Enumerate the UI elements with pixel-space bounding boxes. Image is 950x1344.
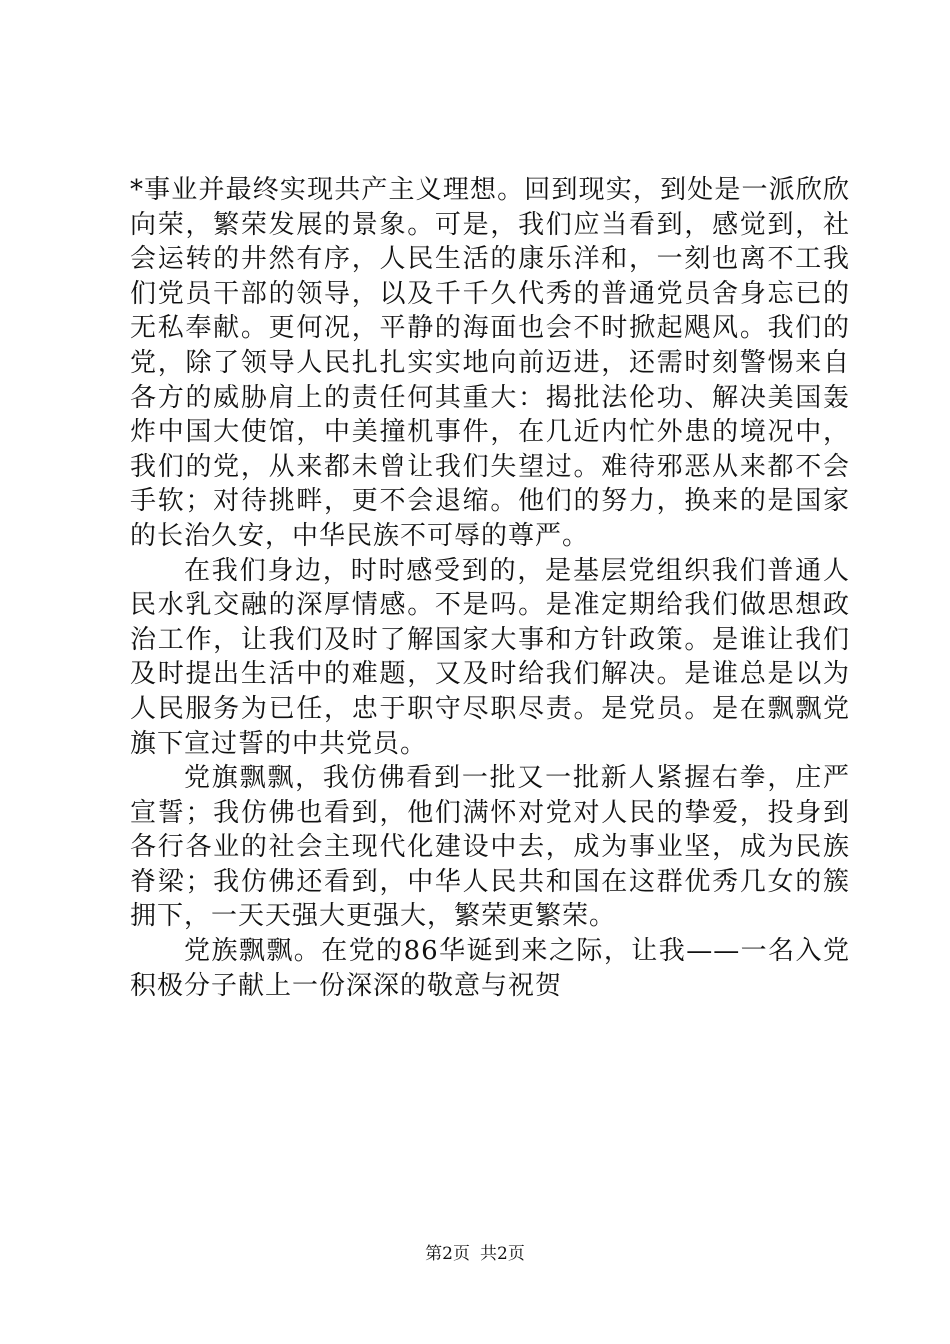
paragraph-3: 党旗飘飘，我仿佛看到一批又一批新人紧握右拳，庄严宣誓；我仿佛也看到，他们满怀对党对人民的挚爱，投身到各行各业的社会主现代化建设中去，成为事业坚，成为民族脊梁；我仿佛还看到，中华人民共和国在这群优秀几女的簇拥下，一天天强大更强大，繁荣更繁荣。	[130, 763, 850, 932]
page-number: 第2页	[425, 1244, 470, 1264]
paragraph-1: *事业并最终实现共产主义理想。回到现实，到处是一派欣欣向荣，繁荣发展的景象。可是，我们应当看到，感觉到，社会运转的井然有序，人民生活的康乐洋和，一刻也离不工我们党员干部的领导，以及千千久代秀的普通党员舍身忘已的无私奉献。更何况，平静的海面也会不时掀起飓风。我们的党，除了领导人民扎扎实实地向前迈进，还需时刻警惕来自各方的威胁肩上的责任何其重大：揭批法伦功、解决美国轰炸中国大使馆，中美撞机事件，在几近内忙外患的境况中，我们的党，从来都未曾让我们失望过。难待邪恶从来都不会手软；对待挑畔，更不会退缩。他们的努力，换来的是国家的长治久安，中华民族不可辱的尊严。	[130, 175, 850, 551]
page-total: 共2页	[480, 1244, 525, 1264]
paragraph-4: 党族飘飘。在党的86华诞到来之际，让我——一名入党积极分子献上一份深深的敬意与祝贺	[130, 936, 850, 1001]
paragraph-2: 在我们身边，时时感受到的，是基层党组织我们普通人民水乳交融的深厚情感。不是吗。是准定期给我们做思想政治工作，让我们及时了解国家大事和方针政策。是谁让我们及时提出生活中的难题，又及时给我们解决。是谁总是以为人民服务为已任，忠于职守尽职尽责。是党员。是在飘飘党旗下宣过誓的中共党员。	[130, 555, 850, 759]
page-footer	[0, 1242, 950, 1266]
document-body	[130, 173, 850, 1003]
